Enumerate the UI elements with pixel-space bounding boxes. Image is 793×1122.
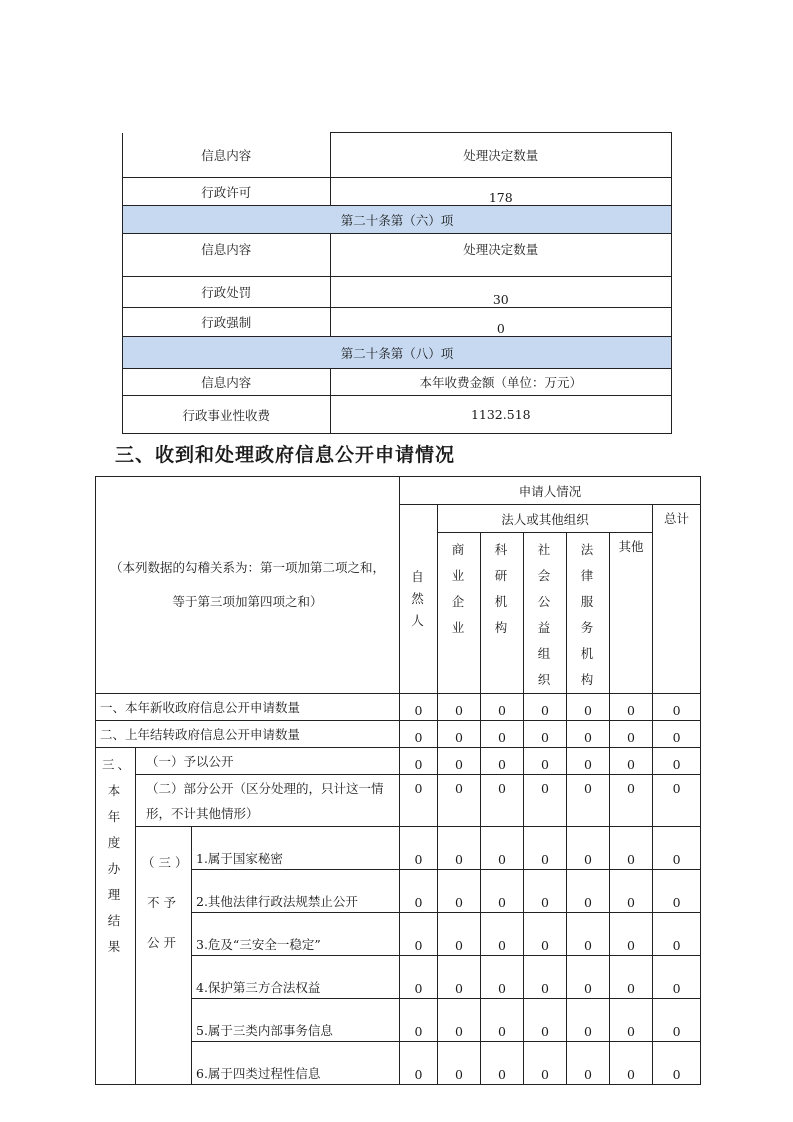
cell-value: 0 bbox=[524, 827, 567, 870]
cell-value: 0 bbox=[400, 999, 438, 1042]
cell-value: 0 bbox=[481, 775, 524, 827]
cell-value: 0 bbox=[653, 694, 701, 721]
cell-value: 0 bbox=[653, 870, 701, 913]
cell-value: 0 bbox=[653, 827, 701, 870]
sub-group-label: （三）不予公开 bbox=[136, 827, 192, 1085]
column-header: 法律服务机构 bbox=[567, 533, 610, 694]
table-row bbox=[123, 396, 672, 434]
cell-value: 0 bbox=[610, 956, 653, 999]
cell-value: 0 bbox=[438, 913, 481, 956]
row-label: 一、本年新收政府信息公开申请数量 bbox=[96, 694, 400, 721]
cell-value: 0 bbox=[610, 913, 653, 956]
row-label: 信息内容 bbox=[123, 234, 331, 277]
cell-value: 0 bbox=[400, 827, 438, 870]
cell-value: 0 bbox=[400, 870, 438, 913]
cell-value: 0 bbox=[481, 913, 524, 956]
cell-value: 0 bbox=[524, 870, 567, 913]
cell-value: 0 bbox=[481, 748, 524, 775]
cell-value: 0 bbox=[524, 1042, 567, 1085]
section-band bbox=[123, 337, 672, 369]
cell-value: 0 bbox=[567, 748, 610, 775]
cell-value: 0 bbox=[567, 721, 610, 748]
cell-value: 0 bbox=[438, 999, 481, 1042]
applicant-header: 申请人情况 bbox=[400, 477, 701, 505]
row-label: 行政事业性收费 bbox=[123, 396, 331, 434]
cell-value: 0 bbox=[438, 775, 481, 827]
cell-value: 0 bbox=[567, 999, 610, 1042]
cell-value: 0 bbox=[481, 870, 524, 913]
row-label: 5.属于三类内部事务信息 bbox=[192, 999, 400, 1042]
row-value: 本年收费金额（单位：万元） bbox=[330, 369, 671, 396]
cell-value: 0 bbox=[438, 721, 481, 748]
row-value: 处理决定数量 bbox=[330, 133, 671, 178]
cell-value: 0 bbox=[567, 870, 610, 913]
row-label: 6.属于四类过程性信息 bbox=[192, 1042, 400, 1085]
cell-value: 0 bbox=[524, 748, 567, 775]
cell-value: 0 bbox=[610, 827, 653, 870]
cell-value: 0 bbox=[481, 956, 524, 999]
row-label: 行政强制 bbox=[123, 308, 331, 337]
row-value: 1132.518 bbox=[330, 396, 671, 434]
row-label: 二、上年结转政府信息公开申请数量 bbox=[96, 721, 400, 748]
column-header: 社会公益组织 bbox=[524, 533, 567, 694]
total-header: 总计 bbox=[653, 505, 701, 694]
cell-value: 0 bbox=[524, 694, 567, 721]
cell-value: 0 bbox=[524, 956, 567, 999]
legal-entity-header: 法人或其他组织 bbox=[438, 505, 653, 533]
row-value: 30 bbox=[330, 277, 671, 308]
table-applications bbox=[95, 476, 701, 1085]
cell-value: 0 bbox=[438, 956, 481, 999]
cell-value: 0 bbox=[610, 748, 653, 775]
natural-person-header: 自然人 bbox=[400, 505, 438, 694]
band-title: 第二十条第（八）项 bbox=[123, 337, 672, 369]
row-label: 3.危及“三安全一稳定” bbox=[192, 913, 400, 956]
table-row bbox=[96, 827, 701, 870]
table-row bbox=[123, 277, 672, 308]
cell-value: 0 bbox=[653, 913, 701, 956]
cell-value: 0 bbox=[653, 748, 701, 775]
row-value: 178 bbox=[330, 178, 671, 206]
cell-value: 0 bbox=[653, 1042, 701, 1085]
cell-value: 0 bbox=[653, 721, 701, 748]
table-row bbox=[96, 721, 701, 748]
cell-value: 0 bbox=[481, 827, 524, 870]
table-row bbox=[123, 178, 672, 206]
section-band bbox=[123, 206, 672, 234]
table-row bbox=[96, 775, 701, 827]
cell-value: 0 bbox=[438, 694, 481, 721]
table-row bbox=[96, 694, 701, 721]
column-header: 科研机构 bbox=[481, 533, 524, 694]
group-label: 三、本年度办理结果 bbox=[96, 748, 136, 1085]
cell-value: 0 bbox=[438, 1042, 481, 1085]
cell-value: 0 bbox=[610, 721, 653, 748]
table-row bbox=[96, 748, 701, 775]
column-header: 其他 bbox=[610, 533, 653, 694]
cell-value: 0 bbox=[653, 999, 701, 1042]
header-row bbox=[96, 477, 701, 505]
row-label: 行政处罚 bbox=[123, 277, 331, 308]
cell-value: 0 bbox=[400, 721, 438, 748]
cell-value: 0 bbox=[400, 748, 438, 775]
cell-value: 0 bbox=[610, 1042, 653, 1085]
table-row bbox=[123, 369, 672, 396]
cell-value: 0 bbox=[567, 1042, 610, 1085]
cell-value: 0 bbox=[524, 721, 567, 748]
cell-value: 0 bbox=[438, 748, 481, 775]
row-value: 处理决定数量 bbox=[330, 234, 671, 277]
cell-value: 0 bbox=[481, 1042, 524, 1085]
cell-value: 0 bbox=[400, 1042, 438, 1085]
cell-value: 0 bbox=[400, 694, 438, 721]
cell-value: 0 bbox=[524, 913, 567, 956]
cell-value: 0 bbox=[567, 827, 610, 870]
cell-value: 0 bbox=[567, 775, 610, 827]
cell-value: 0 bbox=[438, 870, 481, 913]
cell-value: 0 bbox=[524, 775, 567, 827]
row-label: 1.属于国家秘密 bbox=[192, 827, 400, 870]
row-label: 行政许可 bbox=[123, 178, 331, 206]
table-row bbox=[123, 133, 672, 178]
cell-value: 0 bbox=[610, 775, 653, 827]
row-label: （二）部分公开（区分处理的，只计这一情形，不计其他情形） bbox=[136, 775, 400, 827]
row-label: 信息内容 bbox=[123, 133, 331, 178]
column-header: 商业企业 bbox=[438, 533, 481, 694]
cell-value: 0 bbox=[481, 999, 524, 1042]
cell-value: 0 bbox=[524, 999, 567, 1042]
cell-value: 0 bbox=[400, 956, 438, 999]
cell-value: 0 bbox=[567, 956, 610, 999]
reconciliation-note: （本列数据的勾稽关系为：第一项加第二项之和， 等于第三项加第四项之和） bbox=[96, 477, 400, 694]
cell-value: 0 bbox=[400, 775, 438, 827]
cell-value: 0 bbox=[610, 694, 653, 721]
section-heading: 三、收到和处理政府信息公开申请情况 bbox=[115, 444, 456, 466]
cell-value: 0 bbox=[567, 913, 610, 956]
cell-value: 0 bbox=[481, 694, 524, 721]
row-label: 信息内容 bbox=[123, 369, 331, 396]
row-label: 2.其他法律行政法规禁止公开 bbox=[192, 870, 400, 913]
table-row bbox=[123, 234, 672, 277]
row-label: 4.保护第三方合法权益 bbox=[192, 956, 400, 999]
row-value: 0 bbox=[330, 308, 671, 337]
cell-value: 0 bbox=[481, 721, 524, 748]
table-disposal-decisions bbox=[122, 132, 672, 434]
table-row bbox=[123, 308, 672, 337]
cell-value: 0 bbox=[610, 999, 653, 1042]
cell-value: 0 bbox=[400, 913, 438, 956]
cell-value: 0 bbox=[438, 827, 481, 870]
cell-value: 0 bbox=[653, 775, 701, 827]
cell-value: 0 bbox=[610, 870, 653, 913]
cell-value: 0 bbox=[567, 694, 610, 721]
cell-value: 0 bbox=[653, 956, 701, 999]
row-label: （一）予以公开 bbox=[136, 748, 400, 775]
band-title: 第二十条第（六）项 bbox=[123, 206, 672, 234]
